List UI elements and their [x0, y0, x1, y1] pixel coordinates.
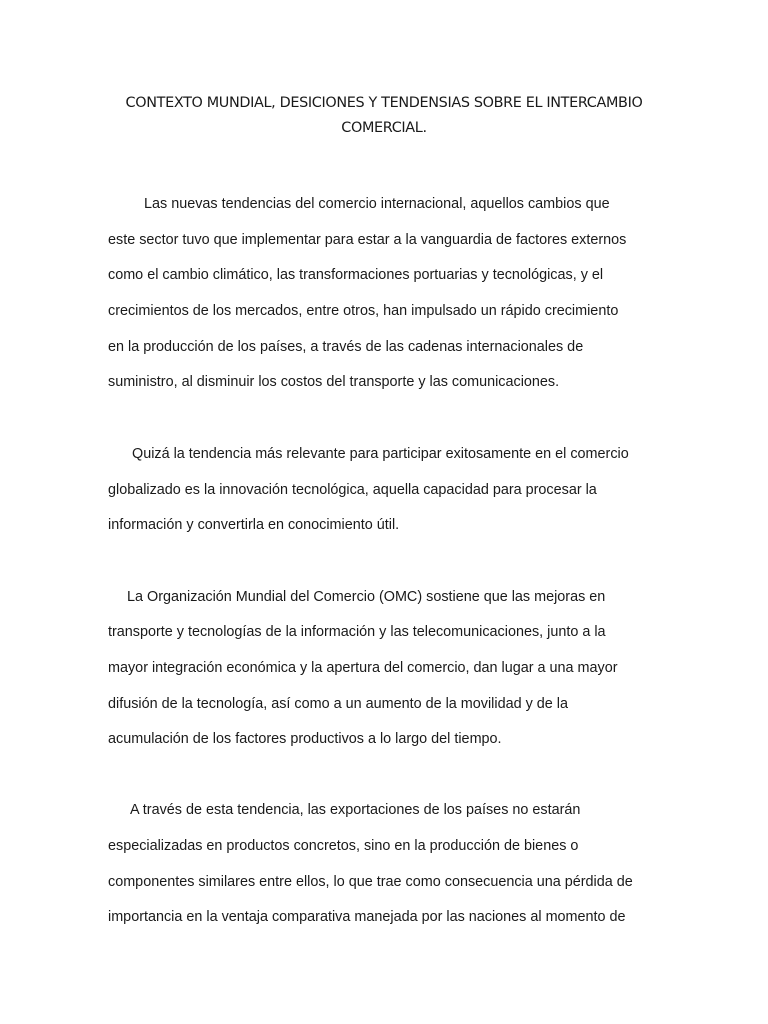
paragraph-3-line-3: mayor integración económica y la apertura del comercio, dan lugar a una mayor [108, 660, 618, 676]
paragraph-1-line-2: este sector tuvo que implementar para estar a la vanguardia de factores externos [108, 232, 627, 248]
paragraph-4-line-3: componentes similares entre ellos, lo que trae como consecuencia una pérdida de [108, 874, 633, 890]
paragraph-1-line-6: suministro, al disminuir los costos del transporte y las comunicaciones. [108, 374, 560, 390]
paragraph-3-line-5: acumulación de los factores productivos a lo largo del tiempo. [108, 731, 502, 747]
paragraph-3-line-2: transporte y tecnologías de la información y las telecomunicaciones, junto a la [108, 624, 606, 640]
paragraph-1-line-4: crecimientos de los mercados, entre otros, han impulsado un rápido crecimiento [108, 303, 619, 319]
paragraph-1-line-3: como el cambio climático, las transformaciones portuarias y tecnológicas, y el [108, 267, 604, 283]
paragraph-3-line-4: difusión de la tecnología, así como a un aumento de la movilidad y de la [108, 696, 568, 712]
paragraph-2-line-1: Quizá la tendencia más relevante para participar exitosamente en el comercio [132, 446, 629, 462]
paragraph-4-line-1: A través de esta tendencia, las exportaciones de los países no estarán [130, 802, 581, 818]
paragraph-4-line-4: importancia en la ventaja comparativa manejada por las naciones al momento de [108, 909, 626, 925]
paragraph-2-line-2: globalizado es la innovación tecnológica, aquella capacidad para procesar la [108, 482, 597, 498]
paragraph-1-line-1: Las nuevas tendencias del comercio internacional, aquellos cambios que [144, 196, 610, 212]
paragraph-3-line-1: La Organización Mundial del Comercio (OMC) sostiene que las mejoras en [127, 589, 606, 605]
paragraph-1-line-5: en la producción de los países, a través de las cadenas internacionales de [108, 339, 584, 355]
paragraph-2-line-3: información y convertirla en conocimiento útil. [108, 517, 400, 533]
document-title: CONTEXTO MUNDIAL, DESICIONES Y TENDENSIAS SOBRE EL INTERCAMBIO COMERCIAL. [125, 95, 643, 136]
paragraph-4-line-2: especializadas en productos concretos, sino en la producción de bienes o [108, 838, 579, 854]
